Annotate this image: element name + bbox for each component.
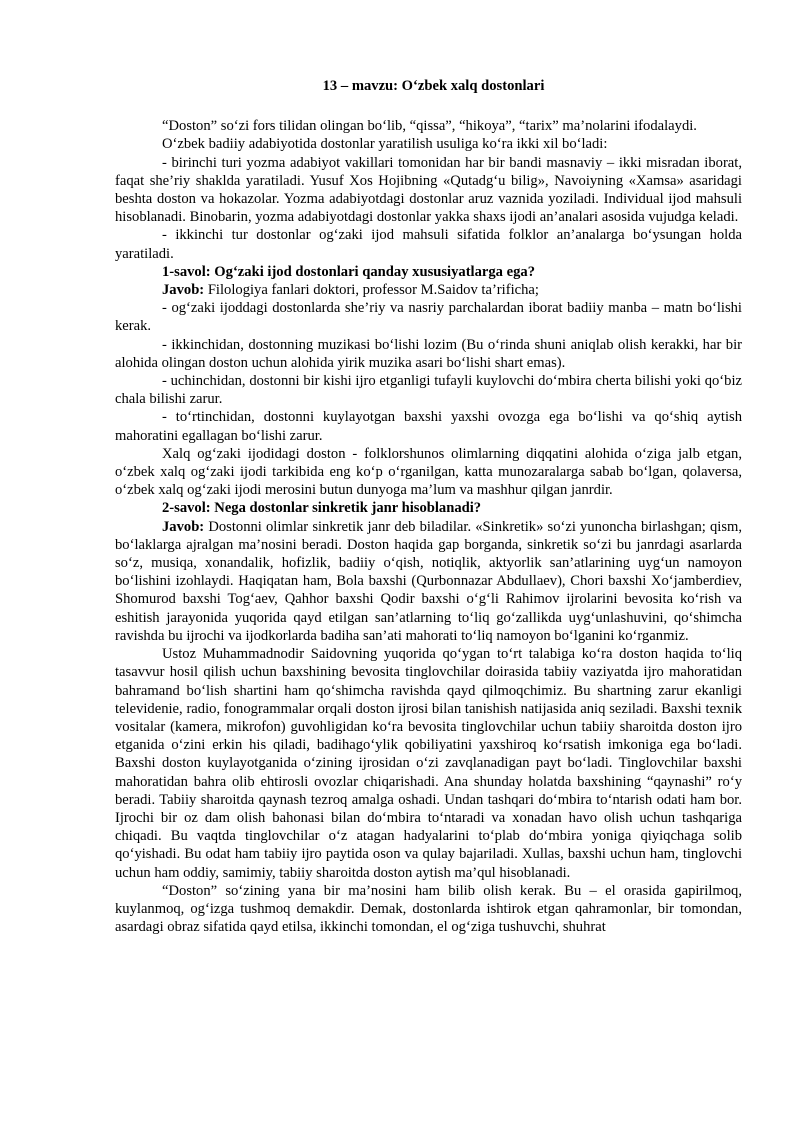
paragraph-feature-voice: - to‘rtinchidan, dostonni kuylayotgan baxshi yaxshi ovozga ega bo‘lishi va qo‘shiq aytish mahoratini egallagan bo‘lishi zarur. — [115, 409, 742, 444]
paragraph-doston-meaning: “Doston” so‘zining yana bir ma’nosini ham bilib olish kerak. Bu – el orasida gapirilmoq, kuylanmoq, og‘izga tushmoq demakdir. Demak, dostonlarda ishtirok etgan qahramonlar, bir tomondan, asardagi obraz sifatida qayd etilsa, ikkinchi tomondan, el og‘ziga tushuvchi, shuhrat — [115, 882, 742, 936]
question-1 — [115, 263, 742, 281]
answer-2-label: Javob: — [162, 518, 205, 535]
paragraph-feature-music: - ikkinchidan, dostonning muzikasi bo‘lishi lozim (Bu o‘rinda shuni aniqlab olish kerakki, har bir alohida olingan doston uchun alohida yirik muzika asari bo‘lishi shart emas). — [115, 336, 742, 371]
answer-1 — [115, 281, 742, 299]
paragraph-feature-instrument: - uchinchidan, dostonni bir kishi ijro etganligi tufayli kuylovchi do‘mbira cherta bilishi yoki qo‘biz chala bilishi zarur. — [115, 373, 742, 408]
answer-2-text: Dostonni olimlar sinkretik janr deb biladilar. «Sinkretik» so‘zi yunoncha birlashgan; qism, bo‘laklarga ajralgan ma’nosini beradi. Doston haqida gap borganda, sinkretik so‘zi bu janrdagi asarlarda so‘z, musiqa, xonandalik, hofizlik, badiiy o‘qish, notiqlik, aktyorlik san’atlarining uyg‘un namoyon bo‘lishini izohlaydi. Haqiqatan ham, Bola baxshi (Qurbonnazar Abdullaev), Chori baxshi Xo‘jamberdiev, Shomurod baxshi Tog‘aev, Qahhor baxshi Qodir baxshi o‘g‘li Rahimov ijrolarini bevosita ko‘rish va eshitish jarayonida yuqorida qayd etilgan san’atlarning to‘liq go‘zallikda uyg‘unlashuvini, qo‘shimcha ravishda bu ijrochi va ijodkorlarda badiha san’ati mahorati to‘liq namoyon bo‘lganini ko‘rganmiz. — [115, 518, 742, 644]
paragraph-oral-epics: - ikkinchi tur dostonlar og‘zaki ijod mahsuli sifatida folklor an’analarga bo‘ysungan holda yaratiladi. — [115, 227, 742, 262]
paragraph-feature-text: - og‘zaki ijoddagi dostonlarda she’riy va nasriy parchalardan iborat badiiy manba – matn bo‘lishi kerak. — [115, 300, 742, 335]
answer-2 — [115, 518, 742, 645]
question-2-text: 2-savol: Nega dostonlar sinkretik janr hisoblanadi? — [162, 500, 482, 517]
paragraph-written-epics: - birinchi turi yozma adabiyot vakillari tomonidan har bir bandi masnaviy – ikki misradan iborat, faqat she’riy shaklda yaratiladi. Yusuf Xos Hojibning «Qutadg‘u bilig», Navoiyning «Xamsa» asaridagi beshta doston va hokazolar. Yozma adabiyotdagi dostonlar aruz vaznida yoziladi. Individual ijod mahsuli hisoblanadi. Binobarin, yozma adabiyotdagi dostonlar yakka shaxs ijodi an’analari asosida vujudga keladi. — [115, 154, 742, 226]
question-1-text: 1-savol: Og‘zaki ijod dostonlari qanday xususiyatlarga ega? — [162, 263, 535, 280]
question-2 — [115, 499, 742, 517]
answer-1-text: Filologiya fanlari doktori, professor M.Saidov ta’rificha; — [204, 282, 539, 299]
document-title: 13 – mavzu: O‘zbek xalq dostonlari — [322, 78, 545, 94]
paragraph-folklore-genre: Xalq og‘zaki ijodidagi doston - folklorshunos olimlarning diqqatini alohida o‘ziga jalb etgan, o‘zbek xalq og‘zaki ijodi tarkibida eng ko‘p o‘rganilgan, katta munozaralarga sabab bo‘lgan, qolaversa, o‘zbek xalq og‘zaki ijodi merosini butun dunyoga ma’lum va mashhur qilgan janrdir. — [115, 445, 742, 499]
paragraph-doston-definition: “Doston” so‘zi fors tilidan olingan bo‘lib, “qissa”, “hikoya”, “tarix” ma’nolarini ifodalaydi. — [162, 118, 697, 135]
paragraph-two-types: O‘zbek badiiy adabiyotida dostonlar yaratilish usuliga ko‘ra ikki xil bo‘ladi: — [162, 136, 608, 153]
answer-1-label: Javob: — [162, 282, 205, 299]
document-body — [115, 77, 742, 936]
paragraph-performance-conditions: Ustoz Muhammadnodir Saidovning yuqorida qo‘ygan to‘rt talabiga ko‘ra doston haqida to‘liq tasavvur hosil qilish uchun baxshining bevosita tinglovchilar doirasida tabiiy vaziyatda ijro mahoratidan bahramand bo‘lish shartini ham qo‘shimcha ravishda qayd qilmoqchimiz. Bu shartning zarur ekanligi televidenie, radio, fonogrammalar orqali doston ijrosi bilan tanishish natijasida aniq seziladi. Baxshi texnik vositalar (kamera, mikrofon) guvohligidan ko‘ra bevosita tinglovchilar uchun tabiiy sharoitda doston ijro etganida o‘zini erkin his qiladi, badihago‘ylik qobiliyatini yaxshiroq ko‘rsatish imkoniga ega bo‘ladi. Baxshi doston kuylayotganida o‘zining ijrosidan o‘zi zavqlanadigan payt bo‘ladi. Tinglovchilar baxshi mahoratidan bahra olib ehtirosli ovozlar chiqarishadi. Ana shunday holatda baxshining “qaynashi” ro‘y beradi. Tabiiy sharoitda qaynash tezroq amalga oshadi. Undan tashqari do‘mbira to‘ntarish odati ham bor. Ijrochi bir oz dam olish bahonasi bilan do‘mbira to‘ntaradi va xonadan havo olish uchun tashqariga chiqadi. Bu vaqtda tinglovchilar o‘z atagan hadyalarini to‘plab do‘mbira yoniga qiyiqchaga solib qo‘yishadi. Bu odat ham tabiiy ijro paytida oson va qulay bajariladi. Xullas, baxshi uchun ham, tinglovchi uchun ham oddiy, samimiy, tabiiy sharoitda doston aytish ma’qul hisoblanadi. — [115, 646, 742, 881]
